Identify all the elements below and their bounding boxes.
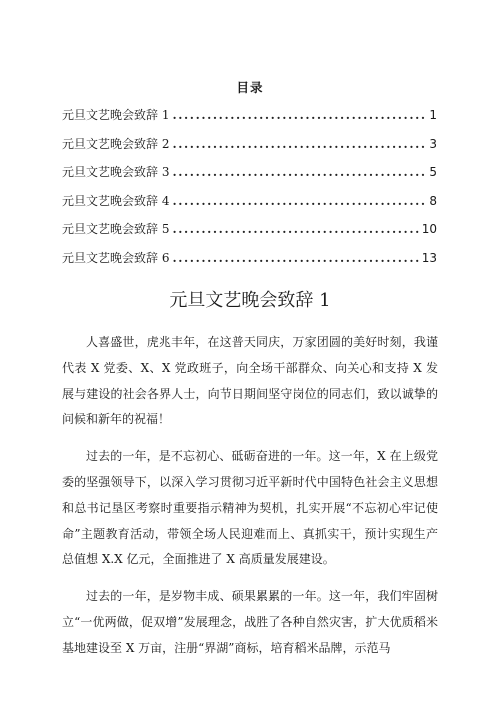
toc-entry-page: 8 <box>429 193 437 208</box>
toc-entry-label: 元旦文艺晚会致辞 6 <box>62 250 170 265</box>
toc-entry-page: 13 <box>421 250 437 265</box>
toc-entry-page: 3 <box>429 136 437 151</box>
toc-entry-page: 5 <box>429 165 437 180</box>
toc-leader-dots <box>172 137 426 151</box>
toc-leader-dots <box>172 222 418 236</box>
toc-leader-dots <box>172 194 426 208</box>
toc-entry[interactable] <box>62 249 437 278</box>
body-paragraph: 人喜盛世，虎兆丰年，在这普天同庆，万家团圆的美好时刻，我谨代表 X 党委、X、X 党政班子，向全场干部群众、向关心和支持 X 发展与建设的社会各界人士，向节日期间坚守岗位的同志们，致以诚挚的问候和新年的祝福！ <box>62 335 438 427</box>
toc-entry-label: 元旦文艺晚会致辞 4 <box>62 193 170 208</box>
section-title: 元旦文艺晚会致辞 1 <box>169 290 331 311</box>
toc-entry[interactable] <box>62 163 437 192</box>
body-paragraph: 过去的一年，是岁物丰成、硕果累累的一年。这一年，我们牢固树立“一优两做，促双增”发展理念，战胜了各种自然灾害，扩大优质稻米基地建设至 X 万亩，注册“界湖”商标，培育稻米品牌，示范马 <box>62 589 438 655</box>
body-paragraph: 过去的一年，是不忘初心、砥砺奋进的一年。这一年，X 在上级党委的坚强领导下，以深入学习贯彻习近平新时代中国特色社会主义思想和总书记垦区考察时重要指示精神为契机，扎实开展“不忘初心牢记使命”主题教育活动，带领全场人民迎难而上、真抓实干，预计实现生产总值想 X.X 亿元，全面推进了 X 高质量发展建设。 <box>62 449 438 567</box>
toc-title: 目录 <box>236 80 264 95</box>
toc-leader-dots <box>172 165 426 179</box>
table-of-contents <box>62 106 437 278</box>
toc-leader-dots <box>172 251 418 265</box>
toc-entry[interactable] <box>62 220 437 249</box>
toc-entry[interactable] <box>62 192 437 221</box>
toc-entry[interactable] <box>62 106 437 135</box>
toc-entry[interactable] <box>62 135 437 164</box>
toc-entry-page: 10 <box>421 222 437 237</box>
toc-leader-dots <box>172 108 426 122</box>
toc-entry-label: 元旦文艺晚会致辞 3 <box>62 165 170 180</box>
toc-entry-label: 元旦文艺晚会致辞 2 <box>62 136 170 151</box>
toc-entry-page: 1 <box>429 108 437 122</box>
toc-entry-label: 元旦文艺晚会致辞 5 <box>62 222 170 237</box>
section-body <box>62 330 438 673</box>
toc-entry-label: 元旦文艺晚会致辞 1 <box>62 108 170 122</box>
